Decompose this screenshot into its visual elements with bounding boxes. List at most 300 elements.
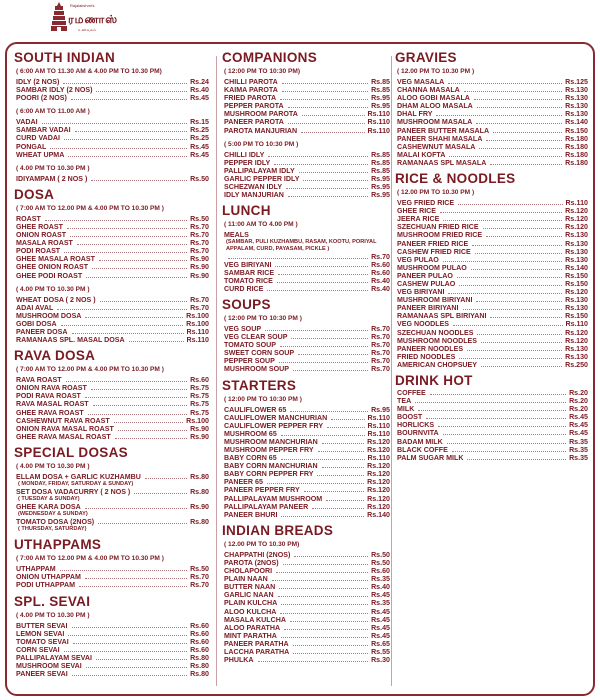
menu-item-name: PANEER PULAO [397,271,453,280]
dotted-leader [477,334,562,335]
menu-item-price: Rs.130 [565,239,588,248]
dotted-leader [327,427,364,428]
menu-item-price: Rs.110 [367,118,390,127]
menu-item-name: BOOST [397,413,423,422]
menu-item-name: CAULIFLOWER MANCHURIAN [224,413,328,422]
menu-item-name: ONION UTHAPPAM [16,573,81,582]
menu-item-name: MALAI KOFTA [397,150,446,159]
menu-item-price: Rs.60 [190,621,209,630]
menu-item [222,261,390,269]
menu-item [395,405,588,413]
menu-item-price: Rs.130 [565,247,588,256]
menu-item [222,446,390,454]
dotted-leader [331,419,364,420]
menu-item [395,320,588,328]
menu-item [395,110,588,118]
menu-item-name: VEG BIRIYANI [397,288,445,297]
menu-item [222,624,390,632]
menu-item-price: Rs.75 [190,384,209,393]
menu-item [395,127,588,135]
menu-item-price: Rs.110 [565,320,588,329]
menu-item [222,167,390,175]
dotted-leader [418,410,566,411]
menu-item-price: Rs.110 [367,413,390,422]
dotted-leader [279,588,368,589]
menu-item-name: VEG MASALA [397,78,445,86]
menu-item-note: (WEDNESDAY & SUNDAY) [18,511,88,518]
section-title: COMPANIONS [222,50,318,65]
dotted-leader [45,220,187,221]
dotted-leader [464,91,562,92]
menu-item [222,495,390,503]
menu-item-name: RAVA ROAST [16,376,62,385]
menu-item-name: PANEER BIRIYANI [397,304,459,313]
menu-section-drink-hot [395,373,588,462]
menu-item-price: Rs.100 [186,416,209,425]
menu-item-name: CHAPPATHI (2NOS) [224,550,291,559]
dotted-leader [293,653,368,654]
menu-item-name: PLAIN NAAN [224,575,268,584]
dotted-leader [301,132,364,133]
menu-item-price: Rs.45 [371,607,390,616]
menu-item-name: PAROTA (2NOS) [224,558,279,567]
menu-item [395,312,588,320]
menu-item [14,417,209,425]
brand-tagline: Rajalakshmi's [70,3,95,8]
menu-item [14,384,209,392]
section-timing: ( 4.00 PM TO 10.30 PM ) [16,611,90,619]
dotted-leader [415,402,566,403]
menu-item [14,223,209,231]
menu-item-name: PANEER PARATHA [224,639,289,648]
menu-item-price: Rs.110 [367,421,390,430]
dotted-leader [290,411,368,412]
menu-item-price: Rs.45 [190,142,209,151]
section-timing: ( 7:00 AM TO 12.00 PM & 4.00 PM TO 10.30 PM ) [16,555,164,563]
menu-item [395,353,588,361]
menu-item-price: Rs.130 [565,102,588,111]
dotted-leader [64,139,187,140]
column-divider [216,56,217,686]
menu-item-price: Rs.130 [565,344,588,353]
dotted-leader [426,418,566,419]
dotted-leader [481,342,562,343]
menu-item [222,470,390,478]
dotted-leader [64,651,187,652]
menu-item-price: Rs.110 [367,110,390,119]
menu-item [395,280,588,288]
menu-item-name: MEALS [224,231,249,240]
dotted-leader [68,156,187,157]
menu-item-note: (SAMBAR, PULI KUZHAMBU, RASAM, KOOTU, PORIYAL APPALAM, CURD, PAYASAM, PICKLE ) [226,239,377,252]
menu-item-name: JEERA RICE [397,215,440,224]
menu-section-special-dosas [14,445,209,533]
dotted-leader [118,430,187,431]
menu-item-price: Rs.90 [190,503,209,512]
menu-item [222,285,390,293]
brand-name: ரமணாஸ் [68,14,119,26]
menu-item-price: Rs.35 [569,453,588,462]
menu-item-name: RAMANAAS SPL. MASAL DOSA [16,336,125,345]
menu-item [395,345,588,353]
menu-item-price: Rs.95 [371,191,390,200]
menu-section-rice-noodles [395,171,588,369]
menu-item-name: TOMATO RICE [224,276,273,285]
dotted-leader [279,362,368,363]
menu-item-price: Rs.60 [371,260,390,269]
menu-item [222,414,390,422]
menu-item-price: Rs.120 [565,207,588,216]
dotted-leader [68,635,187,636]
menu-item-name: PALLIPALAYAM IDLY [224,166,295,175]
menu-item [14,86,209,94]
menu-item-note: ( MONDAY, FRIDAY, SATURDAY & SUNDAY) [18,481,134,487]
section-timing: ( 11:00 AM TO 4.00 PM ) [224,221,298,229]
dotted-leader [298,354,368,355]
menu-item [14,126,209,134]
dotted-leader [448,83,562,84]
dotted-leader [60,570,187,571]
dotted-leader [304,491,364,492]
menu-item-name: LEMON SEVAI [16,629,65,638]
menu-item-price: Rs.70 [371,365,390,374]
menu-item-name: GHEE RAVA MASAL ROAST [16,432,111,441]
menu-item-price: Rs.130 [565,110,588,119]
dotted-leader [288,196,368,197]
menu-item-price: Rs.20 [569,389,588,397]
dotted-leader [85,397,187,398]
menu-item [222,269,390,277]
menu-item [222,551,390,559]
menu-item-name: CHILLI PAROTA [224,78,278,86]
dotted-leader [280,346,368,347]
menu-item-price: Rs.100 [186,319,209,328]
section-title: STARTERS [222,377,297,393]
dotted-leader [443,261,562,262]
menu-item-name: CURD VADAI [16,134,61,143]
menu-item-price: Rs.50 [190,174,209,183]
menu-item [14,231,209,239]
menu-item [222,632,390,640]
menu-item-name: GARLIC PEPPER IDLY [224,174,300,183]
menu-item-name: IDIYAMPAM ( 2 NOS ) [16,174,88,183]
menu-item-price: Rs.90 [190,255,209,264]
dotted-leader [486,236,562,237]
dotted-leader [479,148,562,149]
menu-item-name: BUTTER NAAN [224,583,276,592]
section-title: DOSA [14,186,55,202]
menu-item [14,151,209,159]
menu-item-price: Rs.65 [371,639,390,648]
menu-item-name: MUSHROOM NOODLES [397,336,478,345]
menu-item [14,654,209,662]
menu-item-name: VEG BIRIYANI [224,260,272,269]
menu-item-price: Rs.150 [565,126,588,135]
menu-item-name: CORN SEVAI [16,645,60,654]
menu-item-name: CAULIFLOWER 65 [224,405,287,414]
column-divider [391,56,392,686]
menu-item-price: Rs.95 [371,174,390,183]
dotted-leader [267,483,364,484]
menu-item-name: DHAM ALOO MASALA [397,102,473,111]
menu-item [395,256,588,264]
dotted-leader [486,140,562,141]
menu-item-price: Rs.130 [565,86,588,95]
menu-item-price: Rs.45 [569,421,588,430]
brand-subtitle: உணவகம் [78,27,97,32]
menu-item-name: CASHEW PULAO [397,279,456,288]
menu-column-left [14,50,209,682]
menu-item [222,127,390,135]
menu-item [222,430,390,438]
menu-item-price: Rs.80 [190,488,209,496]
menu-item-price: Rs.45 [190,150,209,159]
dotted-leader [281,604,368,605]
menu-item [14,400,209,408]
menu-item-name: IDLY MANJURIAN [224,191,284,200]
dotted-leader [278,274,368,275]
section-timing: ( 12:00 PM TO 10:30 PM ) [224,395,302,403]
dotted-leader [463,309,563,310]
menu-item-price: Rs.75 [190,400,209,409]
menu-item-price: Rs.95 [371,102,390,111]
dotted-leader [322,443,364,444]
dotted-leader [293,645,368,646]
dotted-leader [85,508,187,509]
dotted-leader [275,266,368,267]
menu-item-name: ROAST [16,214,41,223]
section-title: LUNCH [222,203,271,219]
menu-item-price: Rs.45 [190,94,209,103]
menu-item-price: Rs.45 [371,615,390,624]
menu-item [395,337,588,345]
menu-item [395,429,588,437]
menu-item-name: MUSHROOM MASALA [397,118,473,127]
menu-item [395,223,588,231]
section-timing: ( 6:00 AM TO 11.00 AM ) [16,108,90,116]
menu-item-price: Rs.35 [569,437,588,446]
menu-item-name: ONION RAVA MASAL ROAST [16,424,114,433]
menu-item [395,135,588,143]
menu-item-price: Rs.60 [190,629,209,638]
menu-item [14,518,209,526]
dotted-leader [291,338,368,339]
menu-item-price: Rs.100 [186,311,209,320]
menu-item [222,183,390,191]
menu-item [395,151,588,159]
menu-item-name: PANEER BUTTER MASALA [397,126,490,135]
menu-item-name: MINT PARATHA [224,631,277,640]
menu-item-name: PAROTA MANJURIAN [224,126,298,135]
menu-item-price: Rs.60 [190,645,209,654]
menu-item-price: Rs.120 [367,478,390,487]
menu-column-right [395,50,588,466]
menu-item [14,670,209,678]
dotted-leader [85,317,183,318]
menu-item-name: VEG PULAO [397,255,439,264]
dotted-leader [268,156,368,157]
menu-item-name: SCHEZWAN IDLY [224,183,283,192]
menu-item [14,247,209,255]
menu-item-name: MUSHROOM 65 [224,429,277,438]
dotted-leader [50,148,187,149]
menu-item-name: PEPPER IDLY [224,158,271,167]
dotted-leader [64,252,187,253]
menu-item [14,143,209,151]
menu-item [222,110,390,118]
menu-item-name: MASALA KULCHA [224,615,286,624]
menu-item-price: Rs.55 [371,647,390,656]
menu-item-price: Rs.45 [569,413,588,422]
menu-item [395,231,588,239]
menu-item-name: ALOO KULCHA [224,607,277,616]
section-title: UTHAPPAMS [14,537,102,553]
menu-section-companions [222,50,390,199]
menu-item-price: Rs.80 [190,670,209,679]
dotted-leader [443,220,562,221]
menu-item-price: Rs.130 [565,94,588,103]
dotted-leader [430,394,566,395]
menu-item [395,389,588,397]
menu-item-name: MUSHROOM BIRIYANI [397,296,473,305]
menu-item [14,312,209,320]
dotted-leader [79,586,187,587]
menu-item-name: CAULIFLOWER PEPPER FRY [224,421,324,430]
menu-item-price: Rs.180 [565,158,588,167]
menu-item-name: SWEET CORN SOUP [224,349,295,358]
menu-item [14,565,209,573]
section-timing: ( 7:00 AM TO 12.00 PM & 4.00 PM TO 10.30 PM ) [16,366,164,374]
menu-item-price: Rs.120 [367,462,390,471]
dotted-leader [467,459,566,460]
dotted-leader [92,268,187,269]
menu-item-price: Rs.90 [190,271,209,280]
menu-item [222,341,390,349]
menu-item-name: GHEE RAVA ROAST [16,408,84,417]
menu-item-name: BABY CORN 65 [224,454,277,463]
dotted-leader [471,269,562,270]
menu-item-name: TEA [397,397,412,406]
menu-item-price: Rs.110 [367,429,390,438]
dotted-leader [91,389,187,390]
menu-item [222,599,390,607]
menu-item-name: PALLIPALAYAM SEVAI [16,653,92,662]
dotted-leader [317,475,364,476]
section-title: SOUTH INDIAN [14,50,116,65]
menu-item [395,304,588,312]
menu-item-name: PANEER DOSA [16,327,68,336]
dotted-leader [447,443,566,444]
dotted-leader [267,290,368,291]
menu-item-price: Rs.110 [186,336,209,345]
dotted-leader [490,164,562,165]
menu-section-spl-sevai [14,594,209,679]
menu-item [395,240,588,248]
dotted-leader [474,99,562,100]
menu-item-name: PALLIPALAYAM PANEER [224,502,309,511]
menu-section-soups [222,297,390,374]
menu-item [14,320,209,328]
dotted-leader [77,244,187,245]
menu-item-name: PHULKA [224,656,254,665]
menu-item-price: Rs.110 [565,199,588,208]
menu-item-price: Rs.150 [565,279,588,288]
dotted-leader [57,309,187,310]
menu-item-name: PANEER FRIED RICE [397,239,469,248]
dotted-leader [448,293,562,294]
dotted-leader [303,180,368,181]
menu-item-price: Rs.50 [371,550,390,559]
menu-item-price: Rs.45 [371,591,390,600]
menu-item-price: Rs.90 [190,432,209,441]
dotted-leader [72,333,184,334]
menu-item [14,272,209,280]
menu-item [222,438,390,446]
menu-item [395,361,588,369]
menu-item-price: Rs.20 [569,397,588,406]
menu-item [222,591,390,599]
menu-item [14,409,209,417]
menu-item-name: GHEE MASALA ROAST [16,255,95,264]
menu-item [222,648,390,656]
dotted-leader [288,123,365,124]
menu-item [14,328,209,336]
menu-item [395,215,588,223]
menu-item [222,94,390,102]
menu-item-price: Rs.50 [371,558,390,567]
menu-item [395,159,588,167]
menu-item-name: PALM SUGAR MILK [397,453,464,462]
menu-item [395,118,588,126]
section-title: GRAVIES [395,50,457,65]
menu-item-price: Rs.45 [371,631,390,640]
menu-item [14,255,209,263]
dotted-leader [278,596,368,597]
menu-item [222,325,390,333]
menu-item [14,239,209,247]
menu-item-name: RAMANAAS SPL MASALA [397,158,487,167]
section-timing: ( 12.00 PM TO 10.30 PM ) [397,68,475,75]
menu-item-price: Rs.60 [371,268,390,277]
dotted-leader [274,164,368,165]
dotted-leader [453,325,562,326]
menu-item [395,272,588,280]
menu-item [395,421,588,429]
menu-item-name: SAMBAR RICE [224,268,275,277]
menu-item-price: Rs.85 [371,158,390,167]
menu-item-price: Rs.75 [190,408,209,417]
menu-item-name: SZECHUAN FRIED RICE [397,223,479,232]
menu-item-price: Rs.45 [371,623,390,632]
menu-item [222,608,390,616]
menu-item [14,638,209,646]
menu-item-name: MUSHROOM MANCHURIAN [224,437,318,446]
dotted-leader [293,370,368,371]
menu-item-name: TOMATO SEVAI [16,637,69,646]
menu-item-name: ONION RAVA ROAST [16,384,87,393]
menu-item-price: Rs.70 [190,573,209,582]
menu-item [222,486,390,494]
menu-item-price: Rs.130 [565,352,588,361]
dotted-leader [483,228,563,229]
menu-item-price: Rs.15 [190,118,209,127]
menu-item [222,159,390,167]
menu-item [14,581,209,589]
dotted-leader [66,381,187,382]
menu-item-name: GHEE KARA DOSA [16,503,81,512]
menu-item [222,640,390,648]
menu-item [14,392,209,400]
